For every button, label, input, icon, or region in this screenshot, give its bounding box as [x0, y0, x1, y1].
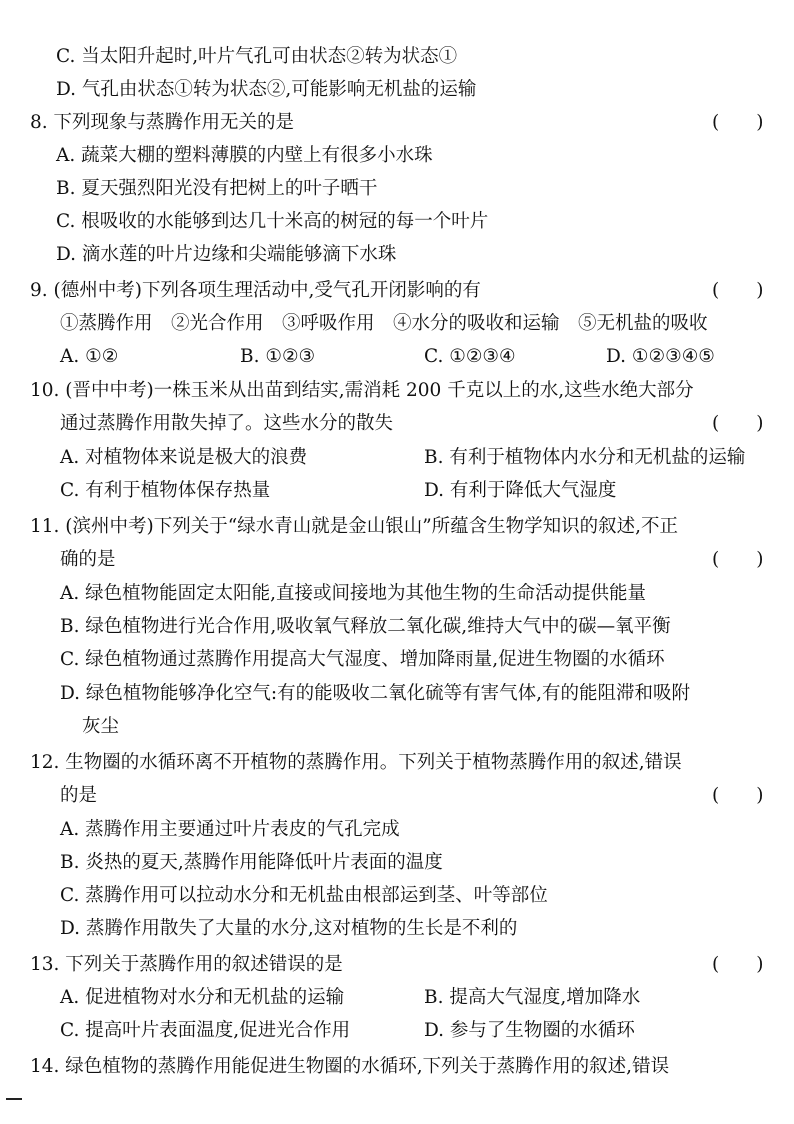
- q13-option-c: C. 提高叶片表面温度,促进光合作用: [60, 1020, 351, 1041]
- q9-answer-blank: ( ): [712, 280, 764, 301]
- q10-option-a: A. 对植物体来说是极大的浪费: [60, 447, 308, 468]
- q8-answer-blank: ( ): [712, 112, 764, 133]
- q9-option-a: A. ①②: [60, 346, 119, 367]
- q9-stem: 9. (德州中考)下列各项生理活动中,受气孔开闭影响的有: [30, 280, 481, 301]
- q11-stem-line1: 11. (滨州中考)下列关于“绿水青山就是金山银山”所蕴含生物学知识的叙述,不正: [30, 516, 679, 537]
- q10-answer-blank: ( ): [712, 413, 764, 434]
- footer-dash: [6, 1098, 22, 1100]
- q13-answer-blank: ( ): [712, 954, 764, 975]
- q8-option-b: B. 夏天强烈阳光没有把树上的叶子晒干: [56, 178, 378, 199]
- q13-option-a: A. 促进植物对水分和无机盐的运输: [60, 987, 345, 1008]
- q11-stem-line2: 确的是: [60, 549, 116, 570]
- q14-stem-line1: 14. 绿色植物的蒸腾作用能促进生物圈的水循环,下列关于蒸腾作用的叙述,错误: [30, 1056, 670, 1077]
- q8-option-c: C. 根吸收的水能够到达几十米高的树冠的每一个叶片: [56, 211, 489, 232]
- q11-option-b: B. 绿色植物进行光合作用,吸收氧气释放二氧化碳,维持大气中的碳—氧平衡: [60, 616, 671, 637]
- q12-option-d: D. 蒸腾作用散失了大量的水分,这对植物的生长是不利的: [60, 918, 518, 939]
- q10-option-d: D. 有利于降低大气湿度: [424, 480, 617, 501]
- q12-option-a: A. 蒸腾作用主要通过叶片表皮的气孔完成: [60, 819, 400, 840]
- q8-option-d: D. 滴水莲的叶片边缘和尖端能够滴下水珠: [56, 244, 397, 265]
- q13-option-d: D. 参与了生物圈的水循环: [424, 1020, 635, 1041]
- q8-option-a: A. 蔬菜大棚的塑料薄膜的内壁上有很多小水珠: [56, 145, 433, 166]
- q11-option-c: C. 绿色植物通过蒸腾作用提高大气湿度、增加降雨量,促进生物圈的水循环: [60, 649, 665, 670]
- q10-stem-line1: 10. (晋中中考)一株玉米从出苗到结实,需消耗 200 千克以上的水,这些水绝大部分: [30, 380, 694, 401]
- q11-option-a: A. 绿色植物能固定太阳能,直接或间接地为其他生物的生命活动提供能量: [60, 583, 647, 604]
- q10-option-c: C. 有利于植物体保存热量: [60, 480, 271, 501]
- q9-option-c: C. ①②③④: [424, 346, 516, 367]
- q10-stem-line2: 通过蒸腾作用散失掉了。这些水分的散失: [60, 413, 394, 434]
- q13-stem: 13. 下列关于蒸腾作用的叙述错误的是: [30, 954, 343, 975]
- q12-answer-blank: ( ): [712, 785, 764, 806]
- q9-items: ①蒸腾作用 ②光合作用 ③呼吸作用 ④水分的吸收和运输 ⑤无机盐的吸收: [60, 313, 708, 334]
- q11-answer-blank: ( ): [712, 549, 764, 570]
- q7-option-c: C. 当太阳升起时,叶片气孔可由状态②转为状态①: [56, 46, 458, 67]
- q13-option-b: B. 提高大气湿度,增加降水: [424, 987, 641, 1008]
- q9-option-b: B. ①②③: [240, 346, 316, 367]
- q12-option-c: C. 蒸腾作用可以拉动水分和无机盐由根部运到茎、叶等部位: [60, 885, 548, 906]
- q10-option-b: B. 有利于植物体内水分和无机盐的运输: [424, 447, 746, 468]
- q8-stem: 8. 下列现象与蒸腾作用无关的是: [30, 112, 295, 133]
- q12-option-b: B. 炎热的夏天,蒸腾作用能降低叶片表面的温度: [60, 852, 443, 873]
- q12-stem-line2: 的是: [60, 785, 98, 806]
- q9-option-d: D. ①②③④⑤: [606, 346, 715, 367]
- q12-stem-line1: 12. 生物圈的水循环离不开植物的蒸腾作用。下列关于植物蒸腾作用的叙述,错误: [30, 752, 682, 773]
- q11-option-d-cont: 灰尘: [82, 716, 120, 737]
- q7-option-d: D. 气孔由状态①转为状态②,可能影响无机盐的运输: [56, 79, 477, 100]
- q11-option-d: D. 绿色植物能够净化空气:有的能吸收二氧化硫等有害气体,有的能阻滞和吸附: [60, 683, 691, 704]
